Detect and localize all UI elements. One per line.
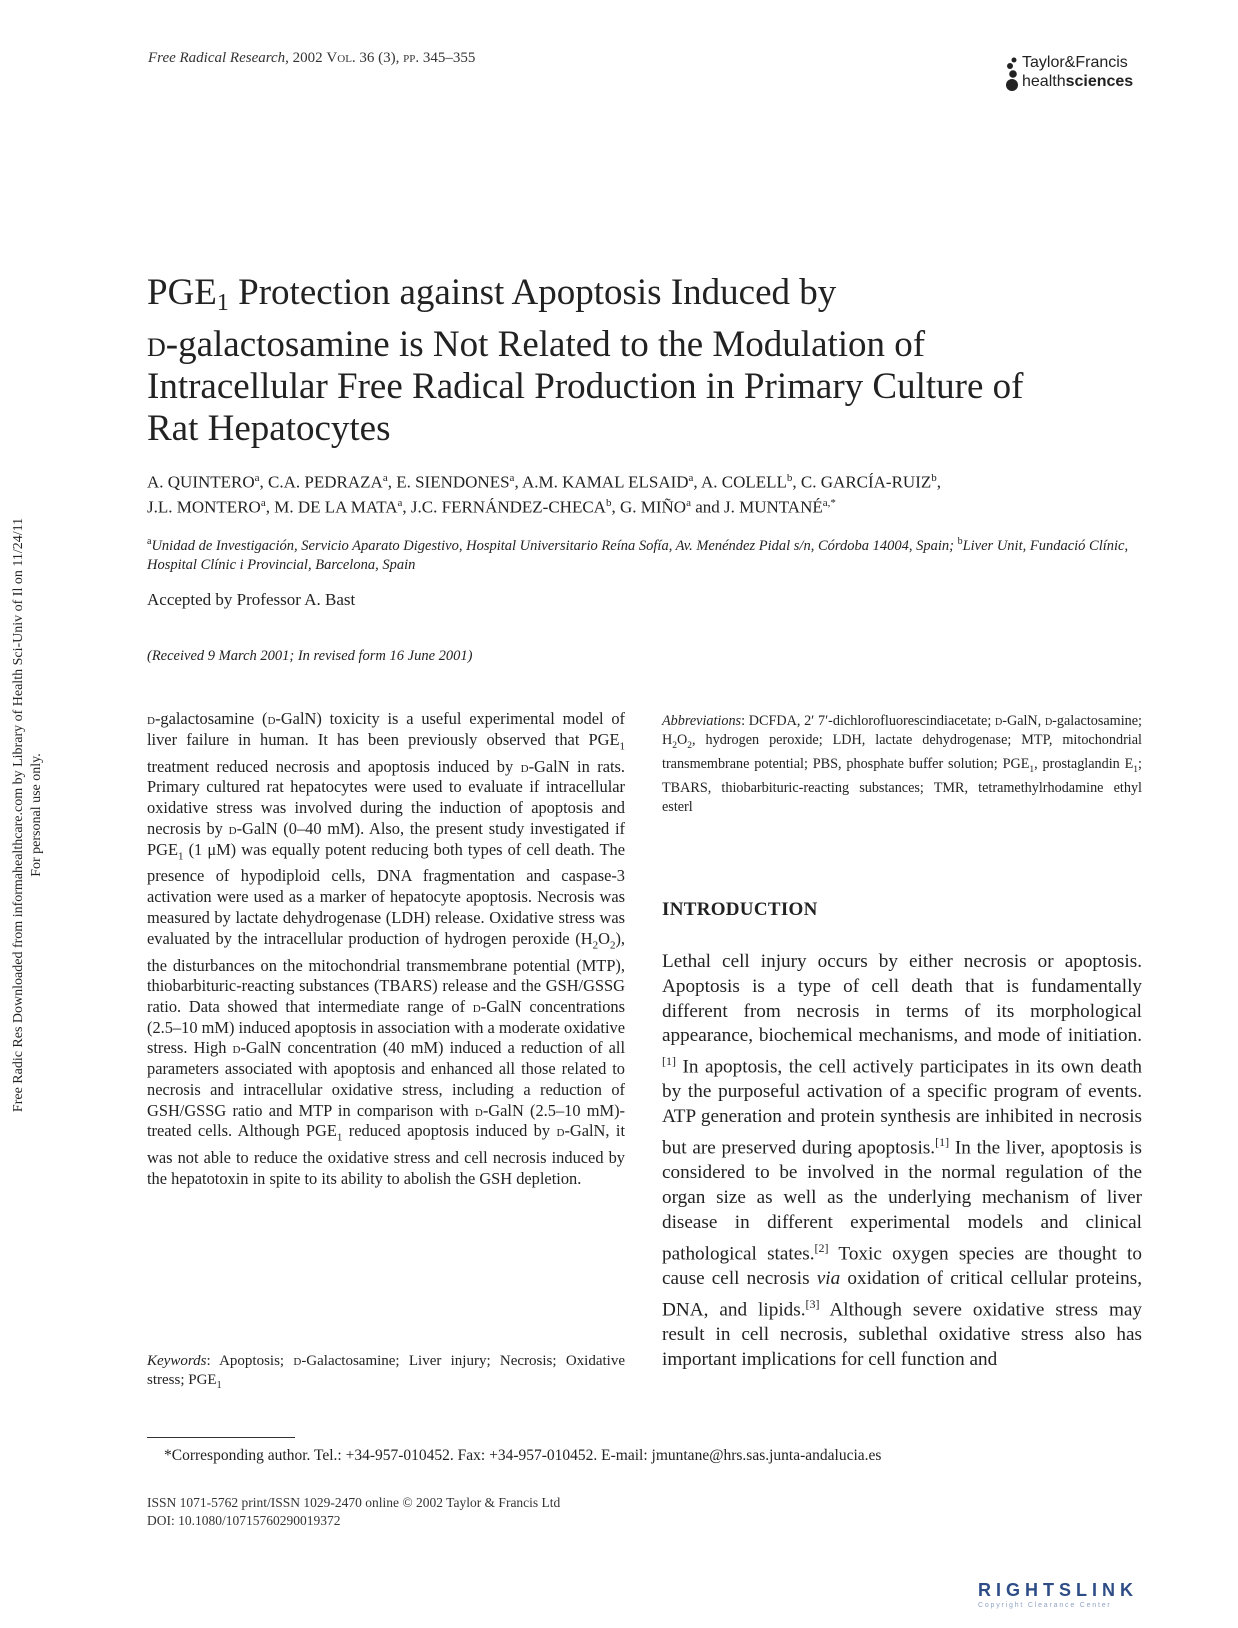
author-name: E. SIENDONES bbox=[396, 472, 510, 492]
author-name: A.M. KAMAL ELSAID bbox=[522, 472, 689, 492]
author-list: A. QUINTERO$^a$, C.A. PEDRAZA$^a$, E. SIENDONES$^a$, A.M. KAMAL ELSAID$^a$, A. COLELL$^b$, C. GARCÍA-RUIZ$^b$, J.L. MONTERO$^a$, M. DE LA MATA$^a$, J.C. FERNÁNDEZ-CHECA$^b$, G. MIÑO$^a$ and J. $MUNTANÉ^{a,*}$ bbox=[147, 472, 942, 517]
received-dates: (Received 9 March 2001; In revised form 16 June 2001) bbox=[147, 648, 473, 664]
rightslink-tagline: Copyright Clearance Center bbox=[978, 1602, 1112, 1609]
citation-ref[interactable]: [3] bbox=[805, 1296, 820, 1311]
rightslink-logo[interactable] bbox=[978, 1580, 1208, 1614]
author-name: A. COLELL bbox=[700, 472, 787, 492]
author-affiliation-mark: a bbox=[688, 472, 694, 484]
author-name: G. MIÑO bbox=[619, 497, 687, 517]
journal-year: , 2002 bbox=[285, 50, 327, 66]
accepted-by: Accepted by Professor A. Bast bbox=[147, 590, 356, 609]
author-name: M. DE LA MATA bbox=[274, 497, 398, 517]
author-name: J. MUNTANÉ bbox=[724, 497, 823, 517]
author-affiliation-mark: a bbox=[509, 472, 515, 484]
abbreviations: Abbreviations: DCFDA, 2′ 7′-dichlorofluorescindiacetate; d-GalN, d-galactosamine; $H_2O_2$, hydrogen peroxide; LDH, lactate dehydrogenase; MTP, mitochondrial transmembrane potential; PBS, phosphate buffer solution; $PGE_1$, prostaglandin $E_1$; TBARS, thiobarbituric-reacting substances; TMR, tetramethylrhodamine ethyl esterl bbox=[662, 713, 1142, 815]
publisher-dots-icon bbox=[1004, 56, 1020, 92]
citation-ref[interactable]: [1] bbox=[935, 1134, 950, 1149]
author-affiliation-mark: b bbox=[786, 472, 793, 484]
author-affiliation-mark: a bbox=[260, 496, 266, 509]
author-name: C. GARCÍA-RUIZ bbox=[800, 472, 932, 492]
citation-ref[interactable]: [1] bbox=[662, 1054, 676, 1069]
author-name: J.L. MONTERO bbox=[147, 497, 261, 517]
footnote-rule bbox=[147, 1437, 295, 1438]
author-name: J.C. FERNÁNDEZ-CHECA bbox=[410, 497, 606, 517]
journal-citation bbox=[148, 50, 475, 67]
author-affiliation-mark: a bbox=[254, 472, 260, 484]
doi-line: DOI: 10.1080/10715760290019372 bbox=[147, 1513, 341, 1528]
citation-ref[interactable]: [2] bbox=[814, 1240, 829, 1255]
author-name: C.A. PEDRAZA bbox=[268, 472, 383, 492]
abstract: d-galactosamine (d-GalN) toxicity is a useful experimental model of liver failure in human. It has been previously observed that $PGE_1$ treatment reduced necrosis and apoptosis induced by d-GalN in rats. Primary cultured rat hepatocytes were used to evaluate if intracellular oxidative stress was involved during the induction of apoptosis and necrosis by d-GalN (0–40 mM). Also, the present study investigated if $PGE_1$ (1 μM) was equally potent reducing both types of cell death. The presence of hypodiploid cells, DNA fragmentation and caspase-3 activation were used as a marker of hepatocyte apoptosis. Necrosis was measured by lactate dehydrogenase (LDH) release. Oxidative stress was evaluated by the intracellular production of hydrogen peroxide $(H_2O_2)$, the disturbances on the mitochondrial transmembrane potential (MTP), thiobarbituric-reacting substances (TBARS) release and the GSH/GSSG ratio. Data showed that intermediate range of d-GalN concentrations (2.5–10 mM) induced apoptosis in association with a moderate oxidative stress. High d-GalN concentration (40 mM) induced a reduction of all parameters associated with apoptosis and enhanced all those related to necrosis and intracellular oxidative stress, including a reduction of GSH/GSSG ratio and MTP in comparison with d-GalN (2.5–10 mM)-treated cells. Although $PGE_1$ reduced apoptosis induced by d-GalN, it was not able to reduce the oxidative stress and cell necrosis induced by the hepatotoxin in spite to its ability to abolish the GSH depletion. bbox=[147, 709, 626, 1188]
introduction-text: Lethal cell injury occurs by either necrosis or apoptosis. Apoptosis is a type of cell death that is fundamentally different from necrosis in terms of its morphological appearance, biochemical mechanisms, and mode of initiation.[1] In apoptosis, the cell actively participates in its own death by the purposeful activation of a specific program of events. ATP generation and protein synthesis are inhibited in necrosis but are preserved during apoptosis.[1] In the liver, apoptosis is considered to be involved in the normal regulation of the organ size as well as the underlying mechanism of liver disease in different experimental models and clinical pathological states.[2] Toxic oxygen species are thought to cause cell necrosis via oxidation of critical cellular proteins, DNA, and lipids.[3] Although severe oxidative stress may result in cell necrosis, sublethal oxidative stress also has important implications for cell function and bbox=[662, 951, 1142, 1370]
author-affiliation-mark: a,* bbox=[822, 496, 836, 509]
watermark-line-2: For personal use only. bbox=[29, 753, 44, 877]
publisher-logo bbox=[1004, 54, 1154, 94]
issn-line: ISSN 1071-5762 print/ISSN 1029-2470 online © 2002 Taylor & Francis Ltd bbox=[147, 1495, 561, 1510]
journal-name: Free Radical Research bbox=[148, 50, 286, 66]
author-affiliation-mark: b bbox=[605, 496, 612, 509]
journal-volume: Vol. 36 (3), pp. 345–355 bbox=[326, 50, 476, 66]
author-affiliation-mark: a bbox=[382, 472, 388, 484]
author-affiliation-mark: a bbox=[686, 496, 691, 509]
download-watermark bbox=[6, 460, 46, 1170]
paper-title: $PGE_1$ Protection against Apoptosis Induced by d-galactosamine is Not Related to the Modulation of Intracellular Free Radical Production in Primary Culture of Rat Hepatocytes bbox=[147, 272, 1024, 449]
author-affiliation-mark: a bbox=[397, 496, 403, 509]
affiliations: $^a$Unidad de Investigación, Servicio Aparato Digestivo, Hospital Universitario Reína Sofía, Av. Menéndez Pidal s/n, Córdoba 14004, Spain; $^b$Liver Unit, Fundació Clínic, Hospital Clínic i Provincial, Barcelona, Spain bbox=[147, 536, 1129, 573]
author-name: A. QUINTERO bbox=[147, 472, 255, 492]
watermark-line-1: Free Radic Res Downloaded from informahealthcare.com by Library of Health Sci-Univ of Il on 11/24/11 bbox=[11, 517, 26, 1113]
keywords: Keywords: Apoptosis; d-Galactosamine; Liver injury; Necrosis; Oxidative stress; $PGE_1$ bbox=[147, 1353, 625, 1391]
corresponding-author-footnote: *Corresponding author. Tel.: +34-957-010452. Fax: +34-957-010452. E-mail: jmuntane@hrs.sas.junta-andalucia.es bbox=[164, 1447, 882, 1464]
publisher-name: Taylor&Francis bbox=[1022, 54, 1128, 71]
introduction-heading: INTRODUCTION bbox=[662, 899, 818, 920]
publisher-division: healthsciences bbox=[1022, 73, 1134, 90]
author-affiliation-mark: b bbox=[931, 472, 937, 484]
rightslink-wordmark: RIGHTSLINK bbox=[978, 1580, 1138, 1600]
issn-doi bbox=[147, 1494, 560, 1530]
